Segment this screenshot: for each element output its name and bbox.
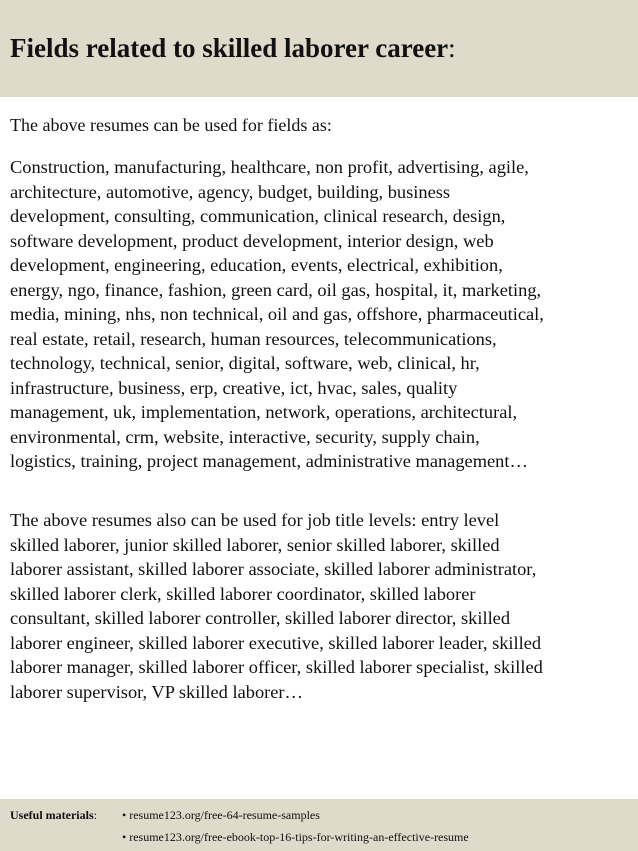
levels-line: skilled laborer, junior skilled laborer, senior skilled laborer, skilled xyxy=(10,534,500,555)
levels-line: laborer assistant, skilled laborer associate, skilled laborer administrator, xyxy=(10,559,537,579)
resource-link[interactable]: • resume123.org/free-64-resume-samples xyxy=(122,808,320,822)
fields-paragraph xyxy=(10,155,632,474)
fields-line: media, mining, nhs, non technical, oil and gas, offshore, pharmaceutical, xyxy=(10,304,544,324)
fields-line: development, engineering, education, events, electrical, exhibition, xyxy=(10,255,503,275)
fields-line: Construction, manufacturing, healthcare, non profit, advertising, agile, xyxy=(10,157,529,177)
page-title-colon: : xyxy=(448,33,456,63)
fields-line: management, uk, implementation, network, operations, architectural, xyxy=(10,402,518,422)
page-title-text: Fields related to skilled laborer career xyxy=(10,33,449,63)
fields-line: real estate, retail, research, human resources, telecommunications, xyxy=(10,328,497,349)
title-band xyxy=(0,0,638,97)
fields-line: energy, ngo, finance, fashion, green card, oil gas, hospital, it, marketing, xyxy=(10,279,542,300)
useful-materials-colon: : xyxy=(93,808,97,822)
intro-text: The above resumes can be used for fields as: xyxy=(10,115,332,135)
useful-materials-label-text: Useful materials xyxy=(10,808,94,822)
levels-line: The above resumes also can be used for job title levels: entry level xyxy=(10,510,500,530)
levels-line: consultant, skilled laborer controller, skilled laborer director, skilled xyxy=(10,608,511,628)
fields-line: development, consulting, communication, clinical research, design, xyxy=(10,206,506,226)
levels-line: laborer supervisor, VP skilled laborer… xyxy=(10,681,303,702)
fields-line: infrastructure, business, erp, creative, ict, hvac, sales, quality xyxy=(10,377,458,398)
useful-materials-label xyxy=(10,808,97,823)
fields-line: architecture, automotive, agency, budget, building, business xyxy=(10,181,451,202)
fields-line: logistics, training, project management, administrative management… xyxy=(10,451,528,471)
levels-line: laborer engineer, skilled laborer executive, skilled laborer leader, skilled xyxy=(10,632,542,653)
resource-link[interactable]: • resume123.org/free-ebook-top-16-tips-for-writing-an-effective-resume xyxy=(122,830,469,844)
fields-line: technology, technical, senior, digital, software, web, clinical, hr, xyxy=(10,353,480,373)
fields-line: software development, product development, interior design, web xyxy=(10,230,494,251)
page-title xyxy=(10,33,456,64)
levels-line: skilled laborer clerk, skilled laborer coordinator, skilled laborer xyxy=(10,583,476,604)
fields-line: environmental, crm, website, interactive, security, supply chain, xyxy=(10,426,480,447)
levels-line: laborer manager, skilled laborer officer, skilled laborer specialist, skilled xyxy=(10,657,543,677)
footer-band xyxy=(0,799,638,851)
job-levels-paragraph xyxy=(10,508,632,704)
